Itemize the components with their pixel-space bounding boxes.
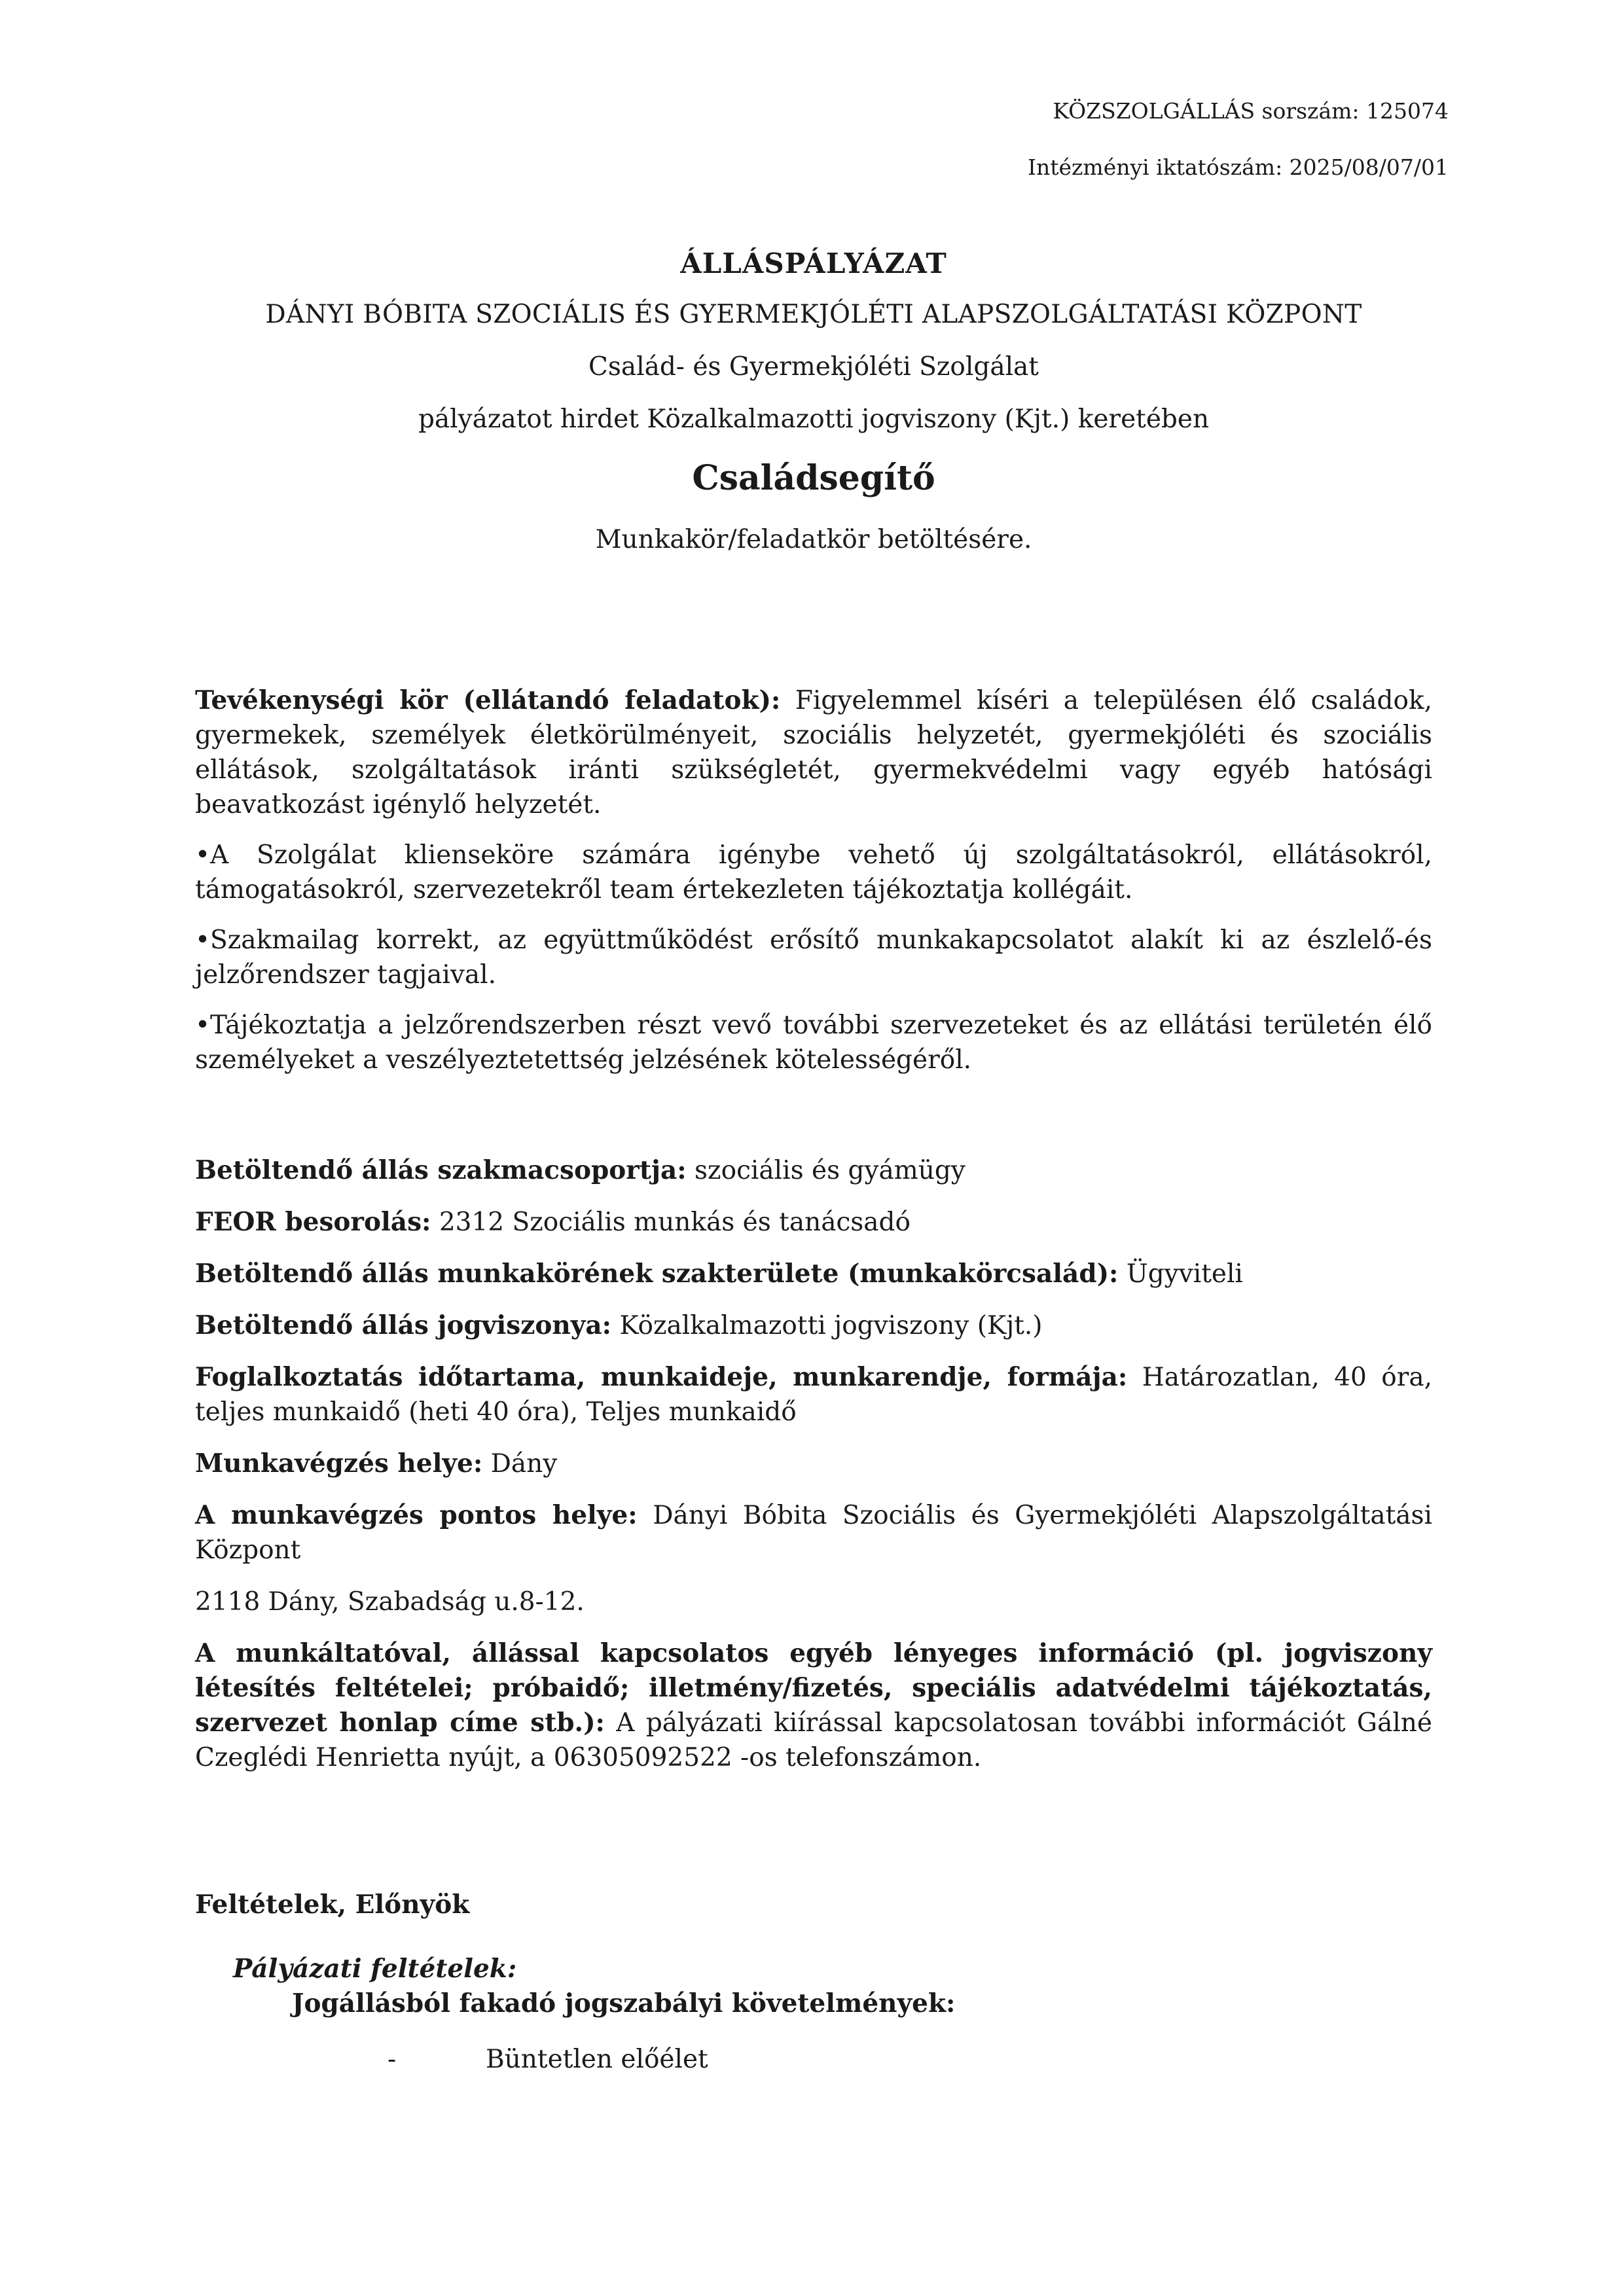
unit-name: Család- és Gyermekjóléti Szolgálat [588,352,1039,382]
job-title: Családsegítő [692,458,935,498]
detail-field [195,1498,1432,1568]
duties-paragraph [195,683,1432,822]
condition-item: Büntetlen előélet [486,2045,708,2074]
list-dash: - [388,2045,397,2074]
announcement-line: pályázatot hirdet Közalkalmazotti jogviszony (Kjt.) keretében [418,404,1210,434]
field-value: 2118 Dány, Szabadság u.8-12. [195,1587,585,1617]
field-value: A pályázati kiírással kapcsolatosan további információt Gálné Czeglédi Henrietta nyújt, a 06305092522 -os telefonszámon. [195,1708,1432,1772]
serial-number: KÖZSZOLGÁLLÁS sorszám: 125074 [1053,98,1449,124]
address-line [195,1585,1432,1619]
document-title: ÁLLÁSPÁLYÁZAT [680,247,947,279]
field-label: A munkáltatóval, állással kapcsolatos egyéb lényeges információ (pl. jogviszony létesítés feltételei; próbaidő; illetmény/fizetés, speciális adatvédelmi tájékoztatás, szervezet honlap címe stb.): [195,1638,1432,1738]
detail-field [195,1308,1432,1343]
reference-number: Intézményi iktatószám: 2025/08/07/01 [1027,154,1449,180]
field-label: Betöltendő állás szakmacsoportja: [195,1155,687,1185]
duty-bullet: •A Szolgálat klienseköre számára igénybe vehető új szolgáltatásokról, ellátásokról, támogatásokról, szervezetekről team értekezleten tájékoztatja kollégáit. [195,840,1432,905]
field-label: Foglalkoztatás időtartama, munkaideje, munkarendje, formája: [195,1362,1128,1392]
detail-field [195,1636,1432,1775]
duties-text: Figyelemmel kíséri a településen élő családok, gyermekek, személyek életkörülményeit, szociális helyzetét, gyermekjóléti és szociális ellátások, szolgáltatások iránti szükségletét, gyermekvédelmi vagy egyéb hatósági beavatkozást igénylő helyzetét. [195,686,1432,819]
conditions-subheading: Pályázati feltételek: [233,1954,517,1984]
duty-bullet: •Szakmailag korrekt, az együttműködést erősítő munkakapcsolatot alakít ki az észlelő-és jelzőrendszer tagjaival. [195,925,1432,990]
detail-field [195,1257,1432,1291]
job-details-section [195,1153,1432,1792]
detail-field [195,1360,1432,1429]
field-value: szociális és gyámügy [686,1156,965,1185]
field-label: A munkavégzés pontos helye: [195,1500,638,1530]
duties-label: Tevékenységi kör (ellátandó feladatok): [195,685,781,715]
field-value: Dány [482,1449,558,1479]
detail-field [195,1446,1432,1481]
purpose-line: Munkakör/feladatkör betöltésére. [595,525,1032,554]
field-label: FEOR besorolás: [195,1207,431,1237]
field-value: Ügyviteli [1118,1259,1243,1289]
field-value: Határozatlan, 40 óra, teljes munkaidő (heti 40 óra), Teljes munkaidő [195,1363,1432,1427]
field-value: Dányi Bóbita Szociális és Gyermekjóléti Alapszolgáltatási Központ [195,1501,1432,1565]
conditions-heading: Feltételek, Előnyök [195,1890,470,1920]
duty-bullet: •Tájékoztatja a jelzőrendszerben részt vevő további szervezeteket és az ellátási területén élő személyeket a veszélyeztetettség jelzésének kötelességéről. [195,1011,1432,1075]
field-label: Betöltendő állás munkakörének szakterülete (munkakörcsalád): [195,1259,1119,1289]
detail-field [195,1205,1432,1240]
requirements-heading: Jogállásból fakadó jogszabályi követelmények: [292,1988,956,2018]
detail-field [195,1153,1432,1188]
field-value: 2312 Szociális munkás és tanácsadó [431,1208,911,1237]
field-label: Betöltendő állás jogviszonya: [195,1310,612,1340]
duties-section [195,683,1432,1093]
field-value: Közalkalmazotti jogviszony (Kjt.) [611,1311,1043,1340]
organization-name: DÁNYI BÓBITA SZOCIÁLIS ÉS GYERMEKJÓLÉTI ALAPSZOLGÁLTATÁSI KÖZPONT [265,300,1362,329]
field-label: Munkavégzés helye: [195,1448,483,1479]
